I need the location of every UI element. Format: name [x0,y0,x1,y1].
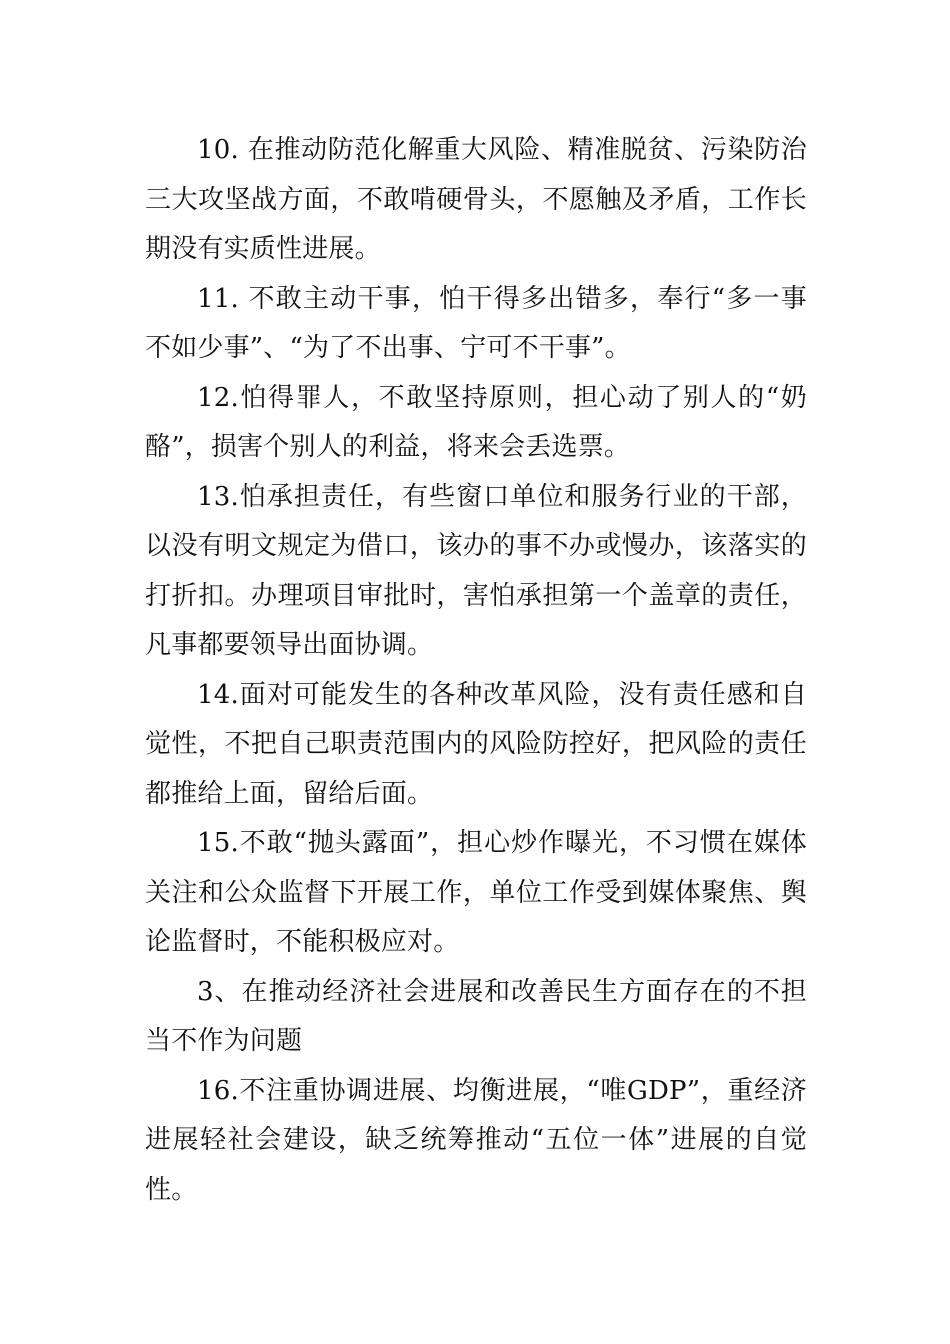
paragraph-11: 11. 不敢主动干事，怕干得多出错多，奉行“多一事不如少事”、“为了不出事、宁可不干事”。 [145,283,807,363]
paragraph-10: 10. 在推动防范化解重大风险、精准脱贫、污染防治三大攻坚战方面，不敢啃硬骨头，不愿触及矛盾，工作长期没有实质性进展。 [145,135,807,264]
paragraph-15: 15.不敢“抛头露面”，担心炒作曝光，不习惯在媒体关注和公众监督下开展工作，单位工作受到媒体聚焦、舆论监督时，不能积极应对。 [145,828,807,957]
section-heading-3: 3、在推动经济社会进展和改善民生方面存在的不担当不作为问题 [145,976,807,1056]
document-body [145,126,807,1215]
paragraph-13: 13.怕承担责任，有些窗口单位和服务行业的干部，以没有明文规定为借口，该办的事不办或慢办，该落实的打折扣。办理项目审批时，害怕承担第一个盖章的责任，凡事都要领导出面协调。 [145,481,807,660]
paragraph-12: 12.怕得罪人，不敢坚持原则，担心动了别人的“奶酪”，损害个别人的利益，将来会丢选票。 [145,382,807,462]
paragraph-16: 16.不注重协调进展、均衡进展，“唯GDP”，重经济进展轻社会建设，缺乏统筹推动“五位一体”进展的自觉性。 [145,1075,807,1205]
paragraph-14: 14.面对可能发生的各种改革风险，没有责任感和自觉性，不把自己职责范围内的风险防控好，把风险的责任都推给上面，留给后面。 [145,679,807,809]
